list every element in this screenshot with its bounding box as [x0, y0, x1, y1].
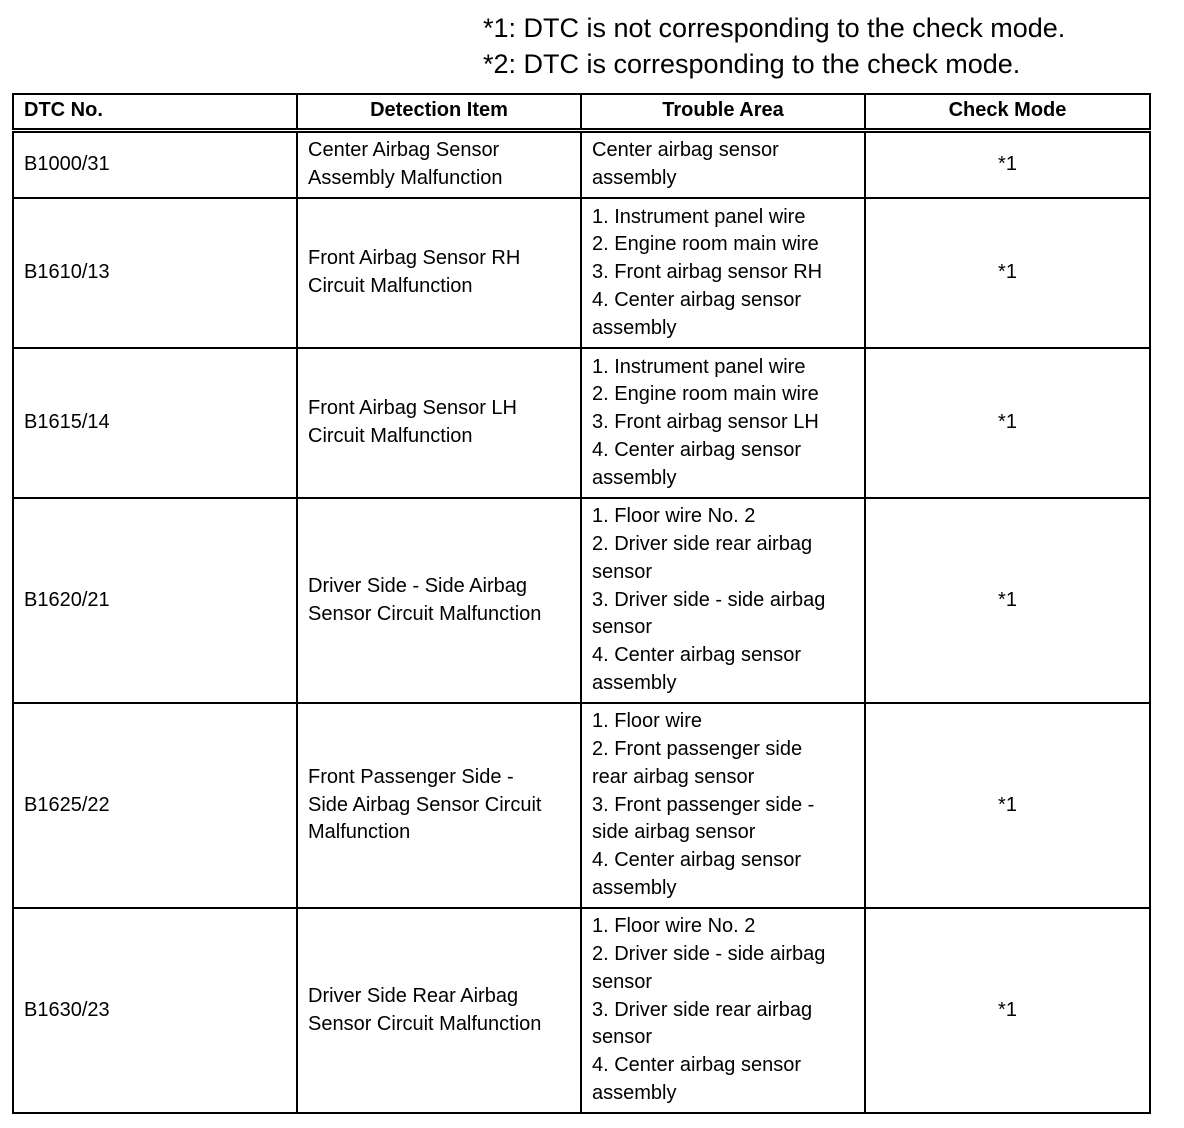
- trouble-area-line: Center airbag sensor: [592, 138, 779, 161]
- trouble-area-cell: [581, 130, 865, 198]
- dtc-number-cell: B1620/21: [13, 498, 297, 703]
- trouble-area-cell: [581, 198, 865, 348]
- check-mode-cell: *1: [865, 348, 1150, 498]
- trouble-area-line: 2. Engine room main wire: [592, 383, 819, 406]
- trouble-area-line: sensor: [592, 1026, 653, 1049]
- detection-item-line: Side Airbag Sensor Circuit: [308, 793, 542, 816]
- trouble-area-line: 1. Instrument panel wire: [592, 355, 806, 378]
- trouble-area-line: 3. Driver side rear airbag: [592, 998, 813, 1021]
- trouble-area-line: assembly: [592, 466, 677, 489]
- detection-item-line: Circuit Malfunction: [308, 425, 473, 447]
- footnote-1: *1: DTC is not corresponding to the check mode.: [483, 13, 1066, 43]
- trouble-area-line: 4. Center airbag sensor: [592, 644, 802, 667]
- detection-item-cell: [297, 498, 581, 703]
- trouble-area-line: 3. Front airbag sensor RH: [592, 261, 823, 284]
- trouble-area-line: assembly: [592, 671, 677, 694]
- detection-item-line: Driver Side - Side Airbag: [308, 574, 527, 597]
- detection-item-cell: [297, 908, 581, 1113]
- table-row: [13, 908, 1150, 1113]
- dtc-number-cell: B1625/22: [13, 703, 297, 908]
- trouble-area-line: sensor: [592, 616, 653, 639]
- detection-item-line: Center Airbag Sensor: [308, 138, 500, 161]
- trouble-area-line: 1. Instrument panel wire: [592, 205, 806, 228]
- trouble-area-cell: [581, 348, 865, 498]
- trouble-area-line: rear airbag sensor: [592, 765, 755, 788]
- trouble-area-cell: [581, 908, 865, 1113]
- trouble-area-line: side airbag sensor: [592, 821, 756, 844]
- detection-item-line: Sensor Circuit Malfunction: [308, 1012, 542, 1035]
- detection-item-line: Front Airbag Sensor RH: [308, 247, 521, 270]
- header-dtc-no: DTC No.: [13, 94, 297, 130]
- table-row: [13, 198, 1150, 348]
- detection-item-line: Sensor Circuit Malfunction: [308, 602, 542, 625]
- detection-item-line: Front Passenger Side -: [308, 765, 514, 788]
- check-mode-cell: *1: [865, 703, 1150, 908]
- trouble-area-line: 1. Floor wire No. 2: [592, 915, 756, 938]
- check-mode-cell: *1: [865, 498, 1150, 703]
- dtc-table: [12, 93, 1151, 1114]
- footnotes: [483, 10, 1065, 82]
- table-header-row: [13, 94, 1150, 130]
- trouble-area-line: 1. Floor wire No. 2: [592, 505, 756, 528]
- detection-item-cell: [297, 198, 581, 348]
- trouble-area-line: 4. Center airbag sensor: [592, 1054, 802, 1077]
- footnote-2: *2: DTC is corresponding to the check mode.: [483, 49, 1021, 79]
- trouble-area-line: 2. Front passenger side: [592, 738, 803, 760]
- trouble-area-line: 4. Center airbag sensor: [592, 438, 802, 461]
- trouble-area-line: 2. Driver side - side airbag: [592, 943, 826, 965]
- trouble-area-line: sensor: [592, 560, 653, 583]
- check-mode-cell: *1: [865, 130, 1150, 198]
- header-trouble-area: Trouble Area: [581, 94, 865, 130]
- trouble-area-line: assembly: [592, 316, 677, 339]
- trouble-area-line: 2. Engine room main wire: [592, 233, 819, 256]
- trouble-area-line: 4. Center airbag sensor: [592, 849, 802, 872]
- detection-item-line: Assembly Malfunction: [308, 166, 503, 189]
- trouble-area-line: 3. Driver side - side airbag: [592, 588, 826, 611]
- header-check-mode: Check Mode: [865, 94, 1150, 130]
- detection-item-line: Driver Side Rear Airbag: [308, 984, 519, 1007]
- trouble-area-line: 3. Front passenger side -: [592, 793, 815, 816]
- dtc-number-cell: B1610/13: [13, 198, 297, 348]
- detection-item-cell: [297, 130, 581, 198]
- detection-item-cell: [297, 703, 581, 908]
- trouble-area-cell: [581, 498, 865, 703]
- check-mode-cell: *1: [865, 908, 1150, 1113]
- table-row: [13, 348, 1150, 498]
- trouble-area-line: assembly: [592, 1081, 677, 1104]
- table-row: [13, 703, 1150, 908]
- dtc-number-cell: B1000/31: [13, 130, 297, 198]
- dtc-number-cell: B1630/23: [13, 908, 297, 1113]
- trouble-area-line: 2. Driver side rear airbag: [592, 533, 813, 555]
- detection-item-cell: [297, 348, 581, 498]
- check-mode-cell: *1: [865, 198, 1150, 348]
- table-row: [13, 498, 1150, 703]
- detection-item-line: Front Airbag Sensor LH: [308, 397, 517, 420]
- header-detection-item: Detection Item: [297, 94, 581, 130]
- trouble-area-line: assembly: [592, 166, 677, 189]
- trouble-area-cell: [581, 703, 865, 908]
- detection-item-line: Circuit Malfunction: [308, 275, 473, 297]
- trouble-area-line: sensor: [592, 970, 653, 993]
- trouble-area-line: 3. Front airbag sensor LH: [592, 411, 819, 434]
- trouble-area-line: assembly: [592, 876, 677, 899]
- trouble-area-line: 1. Floor wire: [592, 710, 703, 733]
- detection-item-line: Malfunction: [308, 821, 411, 844]
- dtc-number-cell: B1615/14: [13, 348, 297, 498]
- table-row: [13, 130, 1150, 198]
- trouble-area-line: 4. Center airbag sensor: [592, 288, 802, 311]
